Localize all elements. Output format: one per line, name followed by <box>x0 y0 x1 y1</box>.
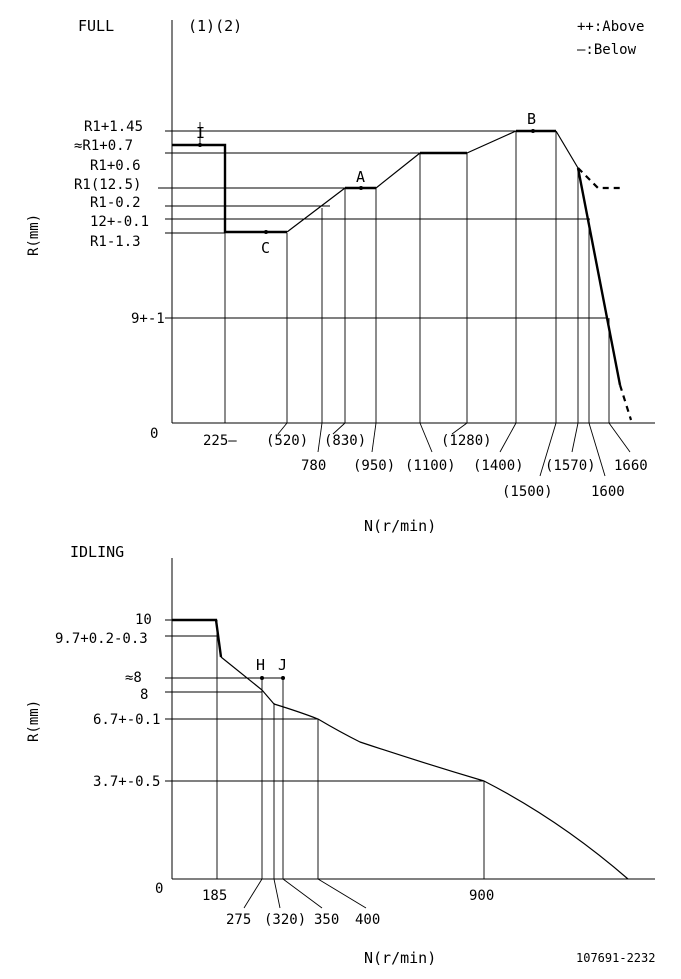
idle-y-label-8: 8 <box>140 687 149 703</box>
x-label-830: (830) <box>324 433 367 449</box>
leader-1100 <box>420 423 432 452</box>
idling-chart <box>26 543 655 967</box>
x-label-1660: 1660 <box>614 458 648 474</box>
full-chart <box>26 17 655 535</box>
x-label-1400: (1400) <box>473 458 524 474</box>
x-label-1600: 1600 <box>591 484 625 500</box>
legend-above: ++:Above <box>577 19 645 35</box>
idling-x-axis-label: N(r/min) <box>364 949 437 967</box>
leader-780 <box>318 423 322 452</box>
idle-leader-320 <box>274 879 280 908</box>
idle-x-label-400: 400 <box>355 912 381 928</box>
legend-below: —:Below <box>577 42 637 58</box>
point-j-label: J <box>278 656 288 674</box>
idle-curve-thick <box>172 620 221 657</box>
y-label-r1-plus-0-7: ≈R1+0.7 <box>74 138 134 154</box>
idle-x-label-275: 275 <box>226 912 252 928</box>
point-j-marker <box>281 676 285 680</box>
y-label-r1-plus-1-45: R1+1.45 <box>84 119 144 135</box>
leader-1660 <box>609 423 630 452</box>
idle-x-label-320: (320) <box>264 912 307 928</box>
idle-x-label-900: 900 <box>469 888 495 904</box>
leader-1570 <box>572 423 578 452</box>
full-origin-label: 0 <box>150 426 159 442</box>
point-b-label: B <box>527 110 537 128</box>
part-number: 107691-2232 <box>576 951 656 965</box>
x-label-1280: (1280) <box>441 433 492 449</box>
idle-curve <box>221 657 628 879</box>
idling-origin-label: 0 <box>155 881 164 897</box>
x-label-520: (520) <box>266 433 309 449</box>
idling-title: IDLING <box>70 543 125 561</box>
idle-leader-350 <box>283 879 322 908</box>
point-i-label: I <box>196 124 206 142</box>
leader-950 <box>372 423 376 452</box>
idle-leader-275 <box>244 879 262 908</box>
leader-1400 <box>500 423 516 452</box>
idle-y-label-approx-8: ≈8 <box>125 670 142 686</box>
idle-x-label-185: 185 <box>202 888 228 904</box>
full-curve-rise-2 <box>376 153 420 188</box>
x-label-1100: (1100) <box>405 458 456 474</box>
full-curve-below-dash <box>620 385 631 420</box>
y-label-9: 9+-1 <box>131 311 165 327</box>
x-label-225: 225— <box>203 433 237 449</box>
full-x-axis-label: N(r/min) <box>364 517 437 535</box>
idle-y-label-3-7: 3.7+-0.5 <box>93 774 161 790</box>
x-label-1570: (1570) <box>545 458 596 474</box>
full-curve-above-dash <box>578 168 620 188</box>
x-label-950: (950) <box>353 458 396 474</box>
point-h-label: H <box>256 656 266 674</box>
idle-y-label-9-7: 9.7+0.2-0.3 <box>55 631 148 647</box>
y-label-12: 12+-0.1 <box>90 214 150 230</box>
y-label-r1-minus-1-3: R1-1.3 <box>90 234 141 250</box>
full-curve-rise-3 <box>467 131 516 153</box>
full-curve-rise-1 <box>287 188 345 232</box>
point-a-label: A <box>356 168 366 186</box>
point-c-marker <box>264 230 268 234</box>
idle-y-label-6-7: 6.7+-0.1 <box>93 712 161 728</box>
y-label-r1-plus-0-6: R1+0.6 <box>90 158 141 174</box>
point-c-label: C <box>261 239 271 257</box>
full-title: FULL <box>78 17 115 35</box>
idle-x-label-350: 350 <box>314 912 340 928</box>
y-label-r1-minus-0-2: R1-0.2 <box>90 195 141 211</box>
y-label-r1-12-5: R1(12.5) <box>74 177 142 193</box>
idle-y-label-10: 10 <box>135 612 152 628</box>
full-curve-fall-1 <box>556 131 578 168</box>
full-note-1-2: (1)(2) <box>188 17 243 35</box>
x-label-1500: (1500) <box>502 484 553 500</box>
full-y-axis-label: R(mm) <box>26 213 42 256</box>
idling-y-axis-label: R(mm) <box>26 699 42 742</box>
idle-leader-400 <box>318 879 366 908</box>
x-label-780: 780 <box>301 458 327 474</box>
point-b-marker <box>531 129 535 133</box>
point-a-marker <box>359 186 363 190</box>
point-h-marker <box>260 676 264 680</box>
